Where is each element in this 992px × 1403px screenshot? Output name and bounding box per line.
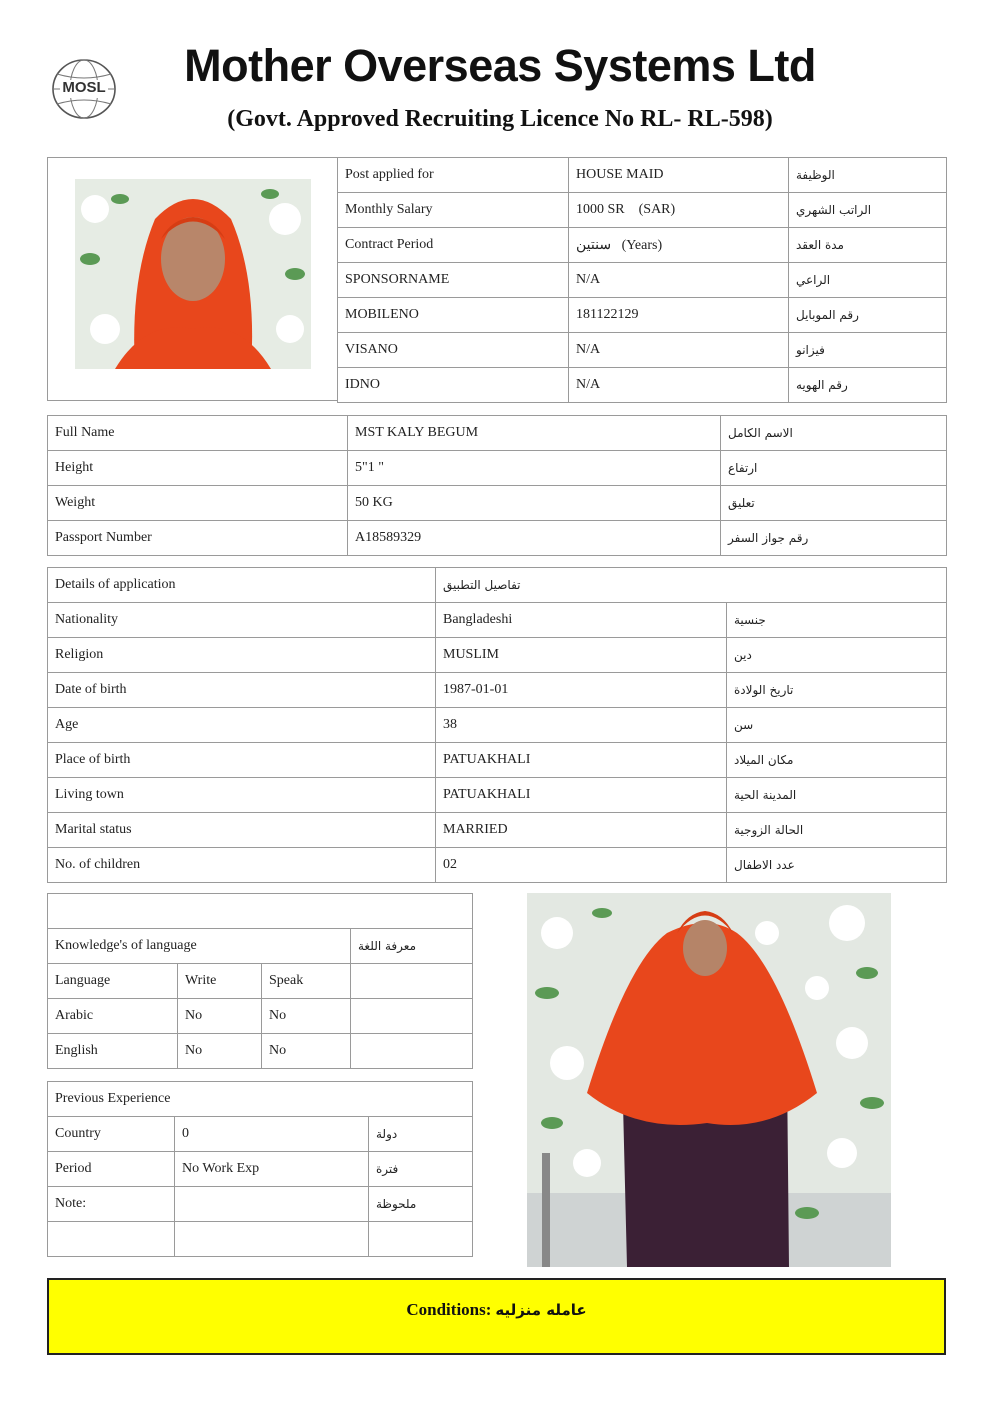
age-value: 38 bbox=[436, 708, 727, 743]
fullname-label: Full Name bbox=[48, 416, 348, 451]
passport-value: A18589329 bbox=[348, 521, 721, 556]
write-col-header: Write bbox=[178, 964, 262, 999]
language-title-arabic: معرفة اللغة bbox=[351, 929, 473, 964]
visa-row bbox=[338, 333, 947, 368]
marital-value: MARRIED bbox=[436, 813, 727, 848]
contract-label: Contract Period bbox=[338, 228, 569, 263]
fullname-row bbox=[48, 416, 947, 451]
portrait-photo bbox=[75, 179, 311, 369]
blank-cell bbox=[351, 999, 473, 1034]
fullname-value: MST KALY BEGUM bbox=[348, 416, 721, 451]
nationality-row bbox=[48, 603, 947, 638]
conditions-value: عامله منزليه bbox=[495, 1301, 587, 1319]
language-blank-row bbox=[48, 894, 473, 929]
post-table bbox=[337, 157, 947, 403]
salary-arabic: الراتب الشهري bbox=[789, 193, 947, 228]
children-value: 02 bbox=[436, 848, 727, 883]
salary-row bbox=[338, 193, 947, 228]
experience-title: Previous Experience bbox=[48, 1082, 473, 1117]
age-row bbox=[48, 708, 947, 743]
weight-arabic: تعليق bbox=[721, 486, 947, 521]
country-row bbox=[48, 1117, 473, 1152]
language-speak: No bbox=[262, 999, 351, 1034]
nationality-value: Bangladeshi bbox=[436, 603, 727, 638]
height-value: 5"1 " bbox=[348, 451, 721, 486]
living-town-value: PATUAKHALI bbox=[436, 778, 727, 813]
language-table bbox=[47, 893, 473, 1069]
id-row bbox=[338, 368, 947, 403]
id-arabic: رقم الهويه bbox=[789, 368, 947, 403]
passport-label: Passport Number bbox=[48, 521, 348, 556]
marital-label: Marital status bbox=[48, 813, 436, 848]
period-value: No Work Exp bbox=[175, 1152, 369, 1187]
weight-label: Weight bbox=[48, 486, 348, 521]
details-table bbox=[47, 567, 947, 883]
blank-cell bbox=[351, 964, 473, 999]
experience-table bbox=[47, 1081, 473, 1257]
blank-cell bbox=[48, 894, 473, 929]
country-value: 0 bbox=[175, 1117, 369, 1152]
age-arabic: سن bbox=[727, 708, 947, 743]
living-town-label: Living town bbox=[48, 778, 436, 813]
post-arabic: الوظيفة bbox=[789, 158, 947, 193]
conditions-box bbox=[47, 1278, 946, 1355]
experience-blank-row bbox=[48, 1222, 473, 1257]
passport-row bbox=[48, 521, 947, 556]
dob-label: Date of birth bbox=[48, 673, 436, 708]
sponsor-value: N/A bbox=[569, 263, 789, 298]
sponsor-row bbox=[338, 263, 947, 298]
experience-title-row bbox=[48, 1082, 473, 1117]
details-header-row bbox=[48, 568, 947, 603]
post-value: HOUSE MAID bbox=[569, 158, 789, 193]
visa-value: N/A bbox=[569, 333, 789, 368]
mobile-label: MOBILENO bbox=[338, 298, 569, 333]
conditions-label: Conditions: bbox=[406, 1300, 492, 1319]
language-header-row bbox=[48, 964, 473, 999]
company-logo bbox=[51, 58, 117, 120]
salary-label: Monthly Salary bbox=[338, 193, 569, 228]
language-speak: No bbox=[262, 1034, 351, 1069]
id-value: N/A bbox=[569, 368, 789, 403]
blank-cell bbox=[175, 1222, 369, 1257]
post-row bbox=[338, 158, 947, 193]
contract-arabic: مدة العقد bbox=[789, 228, 947, 263]
weight-row bbox=[48, 486, 947, 521]
birthplace-label: Place of birth bbox=[48, 743, 436, 778]
mobile-row bbox=[338, 298, 947, 333]
blank-cell bbox=[351, 1034, 473, 1069]
details-header-label: Details of application bbox=[48, 568, 436, 603]
weight-value: 50 KG bbox=[348, 486, 721, 521]
language-title: Knowledge's of language bbox=[48, 929, 351, 964]
note-arabic: ملحوظة bbox=[369, 1187, 473, 1222]
language-row-arabic bbox=[48, 999, 473, 1034]
sponsor-arabic: الراعي bbox=[789, 263, 947, 298]
birthplace-arabic: مكان الميلاد bbox=[727, 743, 947, 778]
blank-cell bbox=[369, 1222, 473, 1257]
language-col-header: Language bbox=[48, 964, 178, 999]
country-arabic: دولة bbox=[369, 1117, 473, 1152]
full-body-photo bbox=[527, 893, 891, 1267]
visa-label: VISANO bbox=[338, 333, 569, 368]
height-label: Height bbox=[48, 451, 348, 486]
birthplace-row bbox=[48, 743, 947, 778]
note-label: Note: bbox=[48, 1187, 175, 1222]
age-label: Age bbox=[48, 708, 436, 743]
note-row bbox=[48, 1187, 473, 1222]
licence-subtitle: (Govt. Approved Recruiting Licence No RL- RL-598) bbox=[227, 106, 773, 132]
religion-row bbox=[48, 638, 947, 673]
period-arabic: فترة bbox=[369, 1152, 473, 1187]
details-header-arabic: تفاصيل التطبيق bbox=[436, 568, 947, 603]
note-value bbox=[175, 1187, 369, 1222]
logo-text: MOSL bbox=[62, 79, 106, 96]
religion-arabic: دين bbox=[727, 638, 947, 673]
children-arabic: عدد الاطفال bbox=[727, 848, 947, 883]
language-name: Arabic bbox=[48, 999, 178, 1034]
period-row bbox=[48, 1152, 473, 1187]
language-write: No bbox=[178, 999, 262, 1034]
dob-arabic: تاريخ الولادة bbox=[727, 673, 947, 708]
contract-value: سنتين (Years) bbox=[569, 228, 789, 263]
mobile-arabic: رقم الموبايل bbox=[789, 298, 947, 333]
living-town-arabic: المدينة الحية bbox=[727, 778, 947, 813]
blank-cell bbox=[48, 1222, 175, 1257]
height-row bbox=[48, 451, 947, 486]
fullname-arabic: الاسم الكامل bbox=[721, 416, 947, 451]
mobile-value: 181122129 bbox=[569, 298, 789, 333]
birthplace-value: PATUAKHALI bbox=[436, 743, 727, 778]
company-title: Mother Overseas Systems Ltd bbox=[184, 40, 816, 91]
nationality-label: Nationality bbox=[48, 603, 436, 638]
marital-row bbox=[48, 813, 947, 848]
passport-arabic: رقم جواز السفر bbox=[721, 521, 947, 556]
personal-table bbox=[47, 415, 947, 556]
language-write: No bbox=[178, 1034, 262, 1069]
period-label: Period bbox=[48, 1152, 175, 1187]
post-label: Post applied for bbox=[338, 158, 569, 193]
country-label: Country bbox=[48, 1117, 175, 1152]
language-name: English bbox=[48, 1034, 178, 1069]
visa-arabic: فيزانو bbox=[789, 333, 947, 368]
height-arabic: ارتفاع bbox=[721, 451, 947, 486]
marital-arabic: الحالة الزوجية bbox=[727, 813, 947, 848]
children-row bbox=[48, 848, 947, 883]
dob-value: 1987-01-01 bbox=[436, 673, 727, 708]
nationality-arabic: جنسية bbox=[727, 603, 947, 638]
id-label: IDNO bbox=[338, 368, 569, 403]
dob-row bbox=[48, 673, 947, 708]
language-title-row bbox=[48, 929, 473, 964]
living-town-row bbox=[48, 778, 947, 813]
contract-row bbox=[338, 228, 947, 263]
religion-value: MUSLIM bbox=[436, 638, 727, 673]
children-label: No. of children bbox=[48, 848, 436, 883]
religion-label: Religion bbox=[48, 638, 436, 673]
speak-col-header: Speak bbox=[262, 964, 351, 999]
language-row-english bbox=[48, 1034, 473, 1069]
sponsor-label: SPONSORNAME bbox=[338, 263, 569, 298]
salary-value: 1000 SR (SAR) bbox=[569, 193, 789, 228]
